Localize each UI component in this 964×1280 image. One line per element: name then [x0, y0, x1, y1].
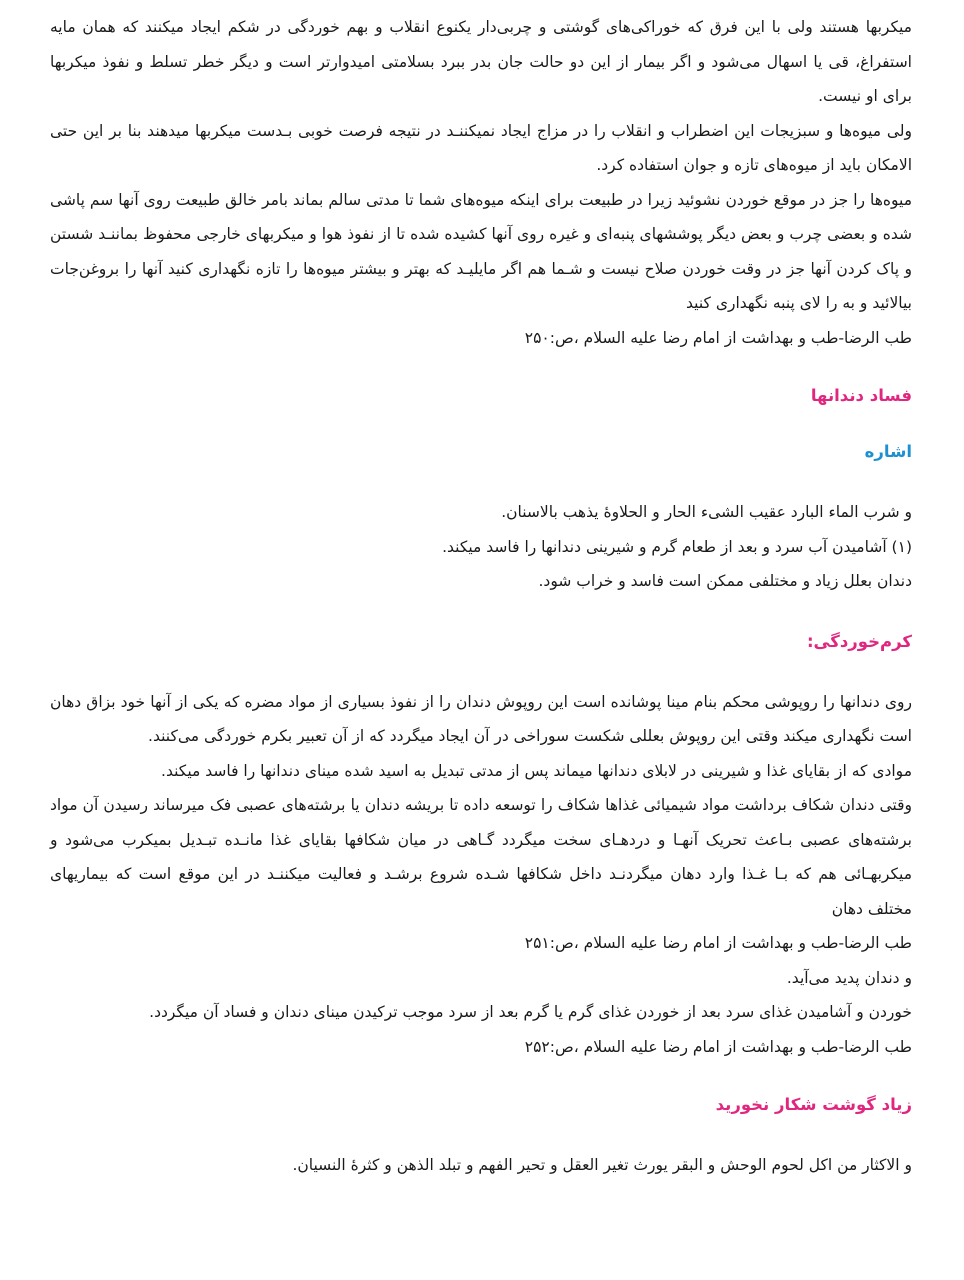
section-heading-game-meat: زیاد گوشت شکار نخورید: [715, 1095, 912, 1114]
paragraph: خوردن و آشامیدن غذای سرد بعد از خوردن غذای گرم یا گرم بعد از سرد موجب ترکیدن مینای دندان و فساد آن میگردد.: [149, 1003, 912, 1021]
subheading-hint: اشاره: [864, 442, 912, 461]
text-line: دندان بعلل زیاد و مختلفی ممکن است فاسد و خراب شود.: [538, 572, 912, 590]
section-heading-tooth-decay: فساد دندانها: [810, 386, 912, 405]
source-reference: طب الرضا-طب و بهداشت از امام رضا علیه السلام ،ص:۲۵۲: [524, 1037, 912, 1056]
hadith-line: و شرب الماء البارد عقیب الشی‌ء الحار و الحلاوهٔ یذهب بالاسنان.: [501, 503, 912, 521]
paragraph: وقتی دندان شکاف برداشت مواد شیمیائی غذاها شکاف را توسعه داده تا بریشه دندان یا برشته‌های عصبی فک میرساند رسیدن آن مواد برشته‌های عصبی بـاعث تحریک آنهـا و دردهـای سخت میگردد گـاهی در میان شکافها بقایای غذا مانـده تبـدیل بمیکرب می‌شود و میکربهـائی هم که بـا غـذا وارد دهان میگردنـد داخل شکافها شـده شروع برشـد و فعالیت میکننـد در این موقع است که بیماریهای مختلف دهان: [50, 796, 912, 918]
section-game-meat: [50, 1148, 912, 1183]
paragraph: میکربها هستند ولی با این فرق که خوراکی‌های گوشتی و چربی‌دار یکنوع انقلاب و بهم خوردگی در شکم ایجاد میکنند که همان مایه استفراغ، قی یا اسهال می‌شود و اگر بیمار از این دو حالت جان بدر ببرد بسلامتی امیدوارتر است و دیگر خطر تسلط و نفوذ میکربها برای او نیست.: [50, 18, 912, 105]
section-tooth-decay: [50, 495, 912, 599]
text-line: و دندان پدید می‌آید.: [786, 968, 912, 987]
document-page: [50, 10, 912, 1183]
translation-line: (۱) آشامیدن آب سرد و بعد از طعام گرم و شیرینی دندانها را فاسد میکند.: [442, 537, 912, 556]
section-microbes: [50, 10, 912, 355]
source-reference: طب الرضا-طب و بهداشت از امام رضا علیه السلام ،ص:۲۵۰: [524, 328, 912, 347]
source-reference: طب الرضا-طب و بهداشت از امام رضا علیه السلام ،ص:۲۵۱: [524, 934, 912, 952]
paragraph: ولی میوه‌ها و سبزیجات این اضطراب و انقلاب را در مزاج ایجاد نمیکننـد در نتیجه فرصت خوبی بـدست میکربها میدهند بنا بر این حتی الامکان باید از میوه‌های تازه و جوان استفاده کرد.: [50, 121, 912, 174]
hadith-line: و الاکثار من اکل لحوم الوحش و البقر یورث تغیر العقل و تحیر الفهم و تبلد الذهن و کثرهٔ النسیان.: [292, 1156, 912, 1174]
paragraph: میوه‌ها را جز در موقع خوردن نشوئید زیرا در طبیعت برای اینکه میوه‌های شما تا مدتی سالم بماند بامر خالق طبیعت روی آنها سم پاشی شده و بعضی چرب و بعض دیگر پوششهای پنبه‌ای و غیره روی آنها کشیده شده تا از نفوذ هوا و میکربهای خارجی محفوظ بماننـد شستن و پاک کردن آنها جز در وقت خوردن صلاح نیست و شـما هم اگر مایلیـد که بهتر و بیشتر میوه‌ها را تازه نگهداری کنید آنها را بروغن‌جات بیالائید و به را لای پنبه نگهداری کنید: [50, 190, 912, 312]
paragraph: روی دندانها را روپوشی محکم بنام مینا پوشانده است این روپوش دندان را از نفوذ بسیاری از مواد مضره که یکی از آنها خود بزاق دهان است نگهداری میکند وقتی این روپوش بعللی شکست سوراخی در آن ایجاد میگردد که از آن تعبیر بکرم خوردگی می‌کنند.: [50, 692, 912, 745]
paragraph: موادی که از بقایای غذا و شیرینی در لابلای دندانها میماند پس از مدتی تبدیل به اسید شده مینای دندانها را فاسد میکند.: [161, 761, 912, 780]
section-cavities: [50, 685, 912, 1065]
section-heading-cavities: کرم‌خوردگی:: [806, 631, 912, 651]
